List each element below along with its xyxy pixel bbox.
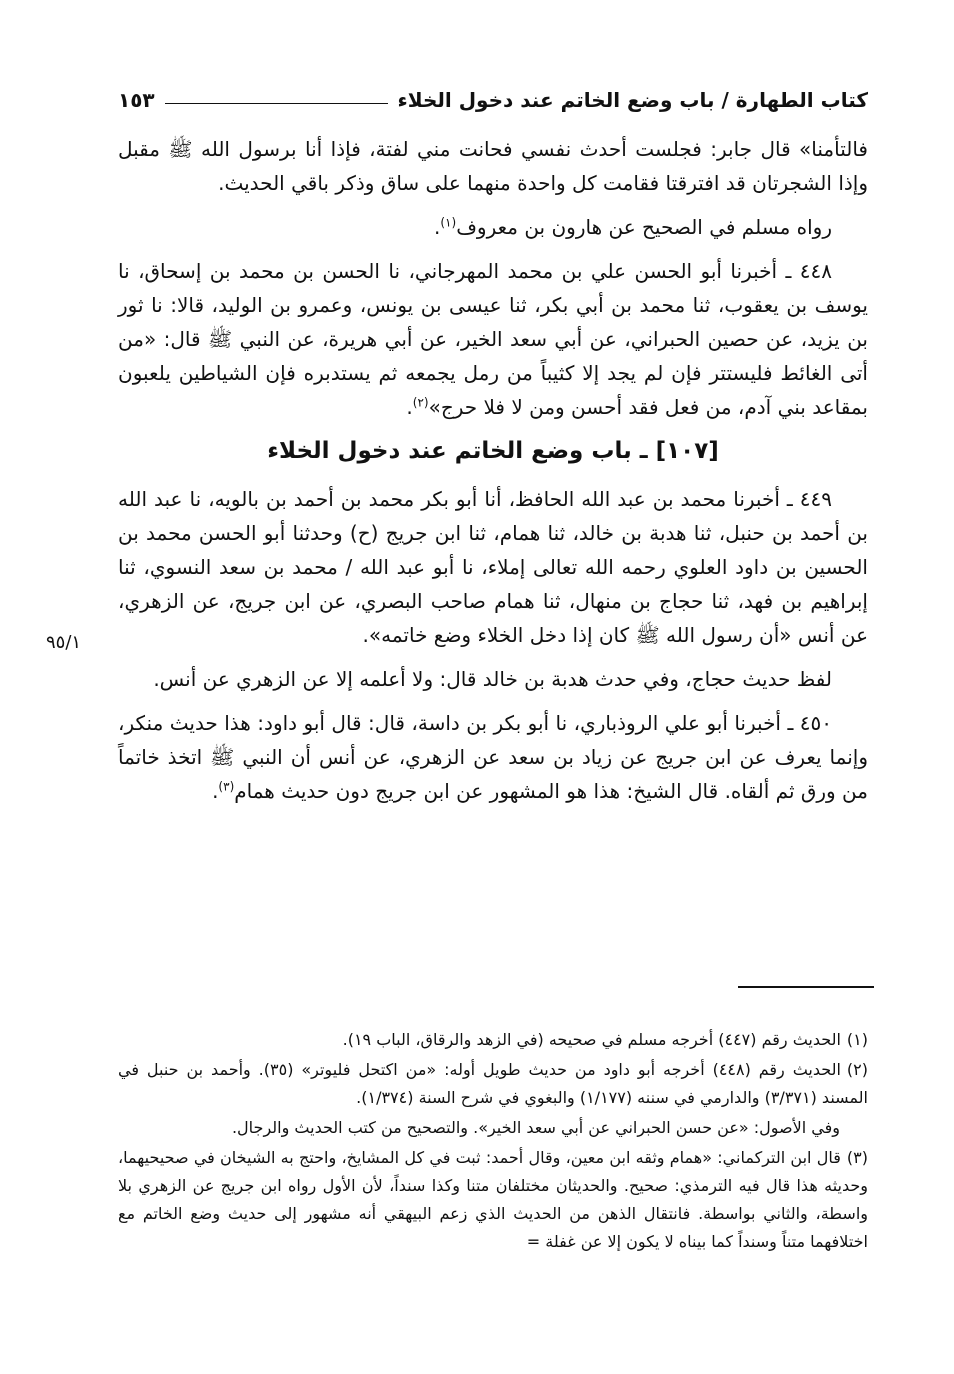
footnote-number: (٣) (846, 1148, 868, 1167)
paragraph-text: رواه مسلم في الصحيح عن هارون بن معروف (456, 215, 832, 239)
footnote-ref[interactable]: (١) (440, 215, 457, 230)
hadith-449 (118, 482, 868, 652)
header-title: كتاب الطهارة / باب وضع الخاتم عند دخول الخلاء (397, 88, 868, 112)
footnote-2-continued: وفي الأصول: «عن حسن الحبراني عن أبي سعد الخير». والتصحيح من كتب الحديث والرجال. (231, 1118, 840, 1137)
footnote-text: الحديث رقم (٤٤٧) أخرجه مسلم في صحيحه (في الزهد والرقاق، الباب ١٩). (342, 1030, 841, 1049)
paragraph-end: . (434, 215, 441, 239)
footnote-3 (118, 1144, 868, 1256)
main-text (118, 132, 868, 818)
paragraph-narration-note (118, 210, 868, 244)
page-number: ١٥٣ (118, 88, 155, 112)
footnote-number: (٢) (846, 1060, 869, 1079)
footnote-separator (738, 986, 874, 988)
paragraph-end: . (212, 779, 219, 803)
header-rule (165, 103, 388, 104)
paragraph-continuation (118, 132, 868, 200)
section-heading: [١٠٧] ـ باب وضع الخاتم عند دخول الخلاء (267, 438, 719, 464)
footnote-1 (118, 1026, 868, 1054)
footnote-ref[interactable]: (٣) (218, 779, 235, 794)
hadith-450 (118, 706, 868, 808)
footnote-text: الحديث رقم (٤٤٨) أخرجه أبو داود من حديث طويل أوله: «من اكتحل فليوتر» (٣٥). وأحمد بن حنبل في المسند (٣/٣٧١) والدارمي في سننه (١/١٧٧) والبغوي في شرح السنة (١/٣٧٤). (118, 1060, 868, 1107)
paragraph-text: ٤٤٨ ـ أخبرنا أبو الحسن علي بن محمد المهرجاني، نا الحسن بن محمد بن إسحاق، نا يوسف بن يعقوب، ثنا محمد بن أبي بكر، ثنا عيسى بن يونس، وعمرو بن الوليد، قالا: نا ثور بن يزيد، عن حصين الحبراني، عن أبي سعد الخير، عن أبي هريرة، عن النبي ﷺ قال: «من أتى الغائط فليستتر فإن لم يجد إلا كثيباً من رمل يجمعه ثم يستدبره فإن الشياطين يلعبون بمقاعد بني آدم، من فعل فقد أحسن ومن لا فلا حرج» (118, 259, 868, 419)
footnote-2 (118, 1056, 868, 1112)
hadith-448 (118, 254, 868, 424)
footnotes (118, 1026, 868, 1258)
paragraph-text: ٤٥٠ ـ أخبرنا أبو علي الروذباري، نا أبو بكر بن داسة، قال: قال أبو داود: هذا حديث منكر، وإنما يعرف عن ابن جريج عن زياد بن سعد عن الزهري، عن أنس أن النبي ﷺ اتخذ خاتماً من ورق ثم ألقاه. قال الشيخ: هذا هو المشهور عن ابن جريج دون حديث همام (118, 711, 868, 803)
paragraph-comment (118, 662, 868, 696)
footnote-number: (١) (846, 1030, 868, 1049)
paragraph-end: . (406, 395, 413, 419)
footnote-text: قال ابن التركماني: «همام وثقه ابن معين، وقال أحمد: ثبت في كل المشايخ، واحتج به الشيخان في صحيحيهما، وحديثه هذا قال فيه الترمذي: صحيح. والحديثان مختلفان متنا وكذا سنداً، لأن الأول رواه ابن جريج عن الزهري بلا واسطة، والثاني بواسطة. فانتقال الذهن من الحديث الذي زعم البيهقي أنه مشهور إلى حديث وضع الخاتم مع اختلافهما متناً وسنداً كما بيناه لا يكون إلا عن غفلة = (118, 1148, 868, 1251)
footnote-ref[interactable]: (٢) (412, 395, 429, 410)
margin-manuscript-ref: ٩٥/١ (46, 632, 82, 653)
running-header (118, 78, 868, 112)
paragraph-text: لفظ حديث حجاج، وفي حدث هدبة بن خالد قال: ولا أعلمه إلا عن الزهري عن أنس. (153, 667, 832, 691)
paragraph-text: ٤٤٩ ـ أخبرنا محمد بن عبد الله الحافظ، أنا أبو بكر محمد بن أحمد بن بالويه، نا عبد الله بن أحمد بن حنبل، ثنا هدبة بن خالد، ثنا همام، ثنا ابن جريج (ح) وحدثنا أبو الحسن محمد بن الحسين بن داود العلوي رحمه الله تعالى إملاء، نا أبو عبد الله / محمد بن سعد النسوي، ثنا إبراهيم بن فهد، ثنا حجاج بن منهال، ثنا همام صاحب البصري، عن ابن جريج، عن الزهري، عن أنس «أن رسول الله ﷺ كان إذا دخل الخلاء وضع خاتمه». (118, 487, 868, 647)
paragraph-text: فالتأمنا» قال جابر: فجلست أحدث نفسي فحانت مني لفتة، فإذا أنا برسول الله ﷺ مقبل وإذا الشجرتان قد افترقتا فقامت كل واحدة منهما على ساق وذكر باقي الحديث. (118, 137, 868, 195)
